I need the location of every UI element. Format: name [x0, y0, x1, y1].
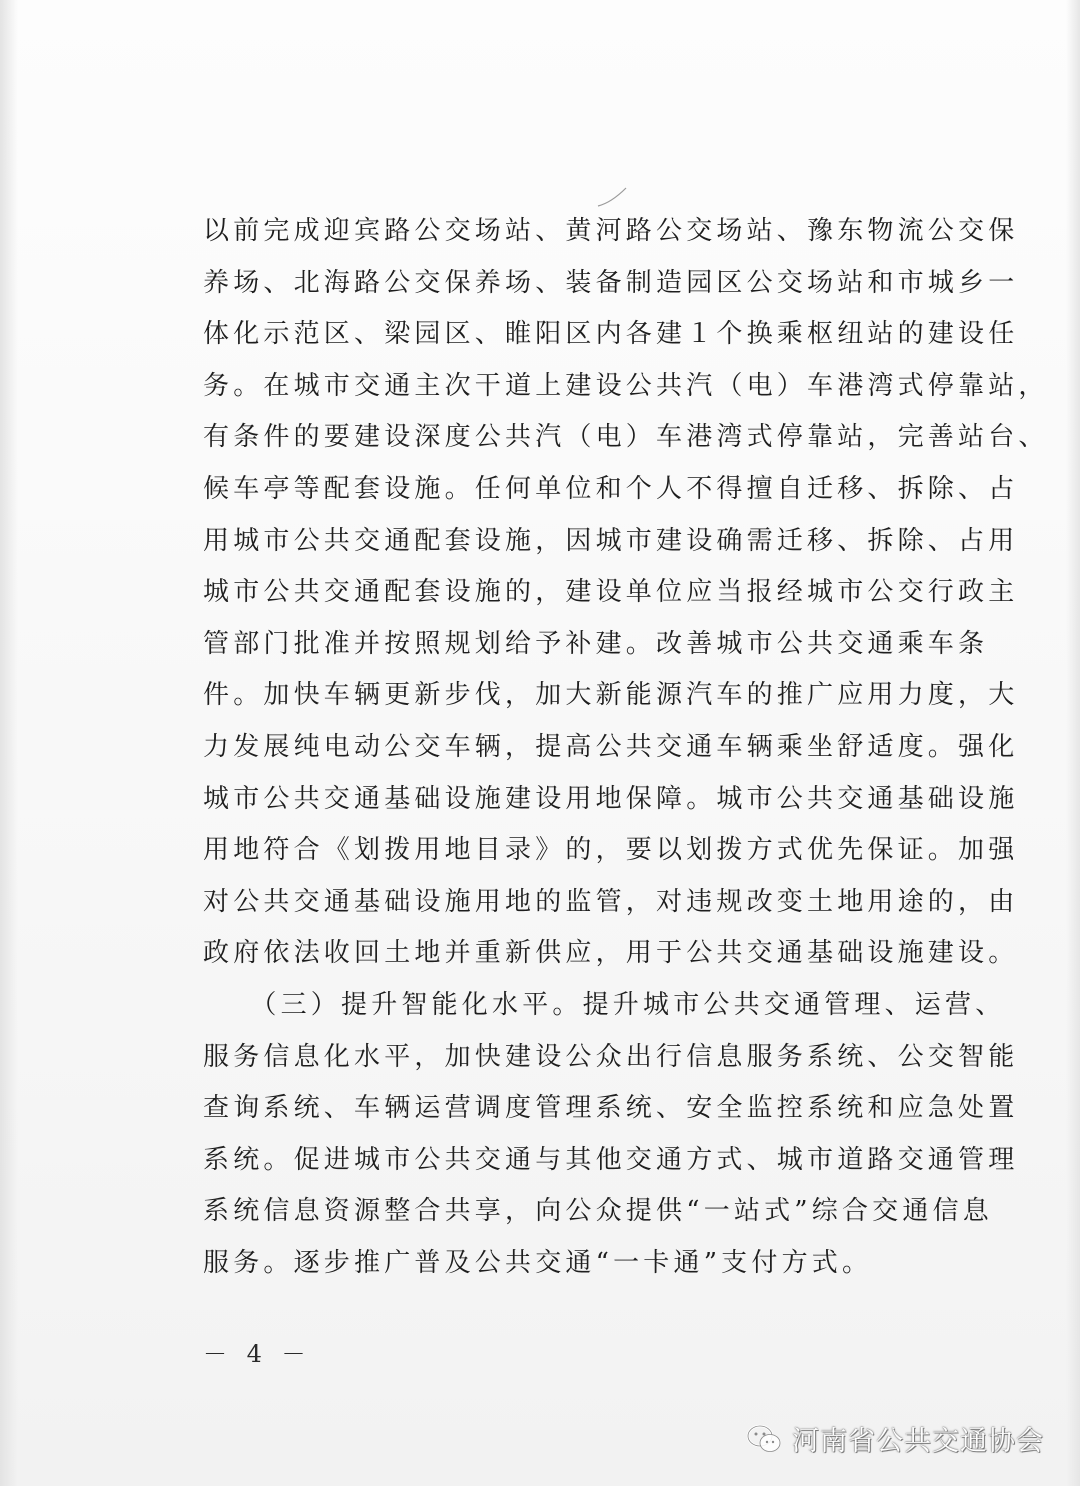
page-edge-left [0, 0, 18, 1486]
text-line: 以前完成迎宾路公交场站、黄河路公交场站、豫东物流公交保 [203, 216, 1019, 246]
text-line: 系统。促进城市公共交通与其他交通方式、城市道路交通管理 [203, 1144, 1019, 1175]
text-line: 城市公共交通基础设施建设用地保障。城市公共交通基础设施 [203, 783, 1019, 814]
text-line: 用城市公共交通配套设施，因城市建设确需迁移、拆除、占用 [203, 525, 1019, 556]
wechat-icon [746, 1423, 782, 1455]
text-line: 力发展纯电动公交车辆，提高公共交通车辆乘坐舒适度。强化 [203, 731, 1019, 762]
text-line: 管部门批准并按照规划给予补建。改善城市公共交通乘车条 [203, 628, 989, 659]
text-line: 城市公共交通配套设施的，建设单位应当报经城市公交行政主 [203, 577, 1019, 608]
watermark-text: 河南省公共交通协会 [792, 1426, 1044, 1457]
text-line: 养场、北海路公交保养场、装备制造园区公交场站和市城乡一 [203, 267, 1019, 298]
text-line: （三）提升智能化水平。提升城市公共交通管理、运营、 [203, 989, 1006, 1020]
text-line: 查询系统、车辆运营调度管理系统、安全监控系统和应急处置 [203, 1093, 1019, 1124]
text-line: 服务。逐步推广普及公共交通“一卡通”支付方式。 [203, 1247, 873, 1278]
text-line: 对公共交通基础设施用地的监管，对违规改变土地用途的，由 [203, 886, 1019, 917]
page-number: － 4 － [203, 1340, 312, 1368]
text-line: 件。加快车辆更新步伐，加大新能源汽车的推广应用力度，大 [203, 680, 1019, 711]
text-line: 有条件的要建设深度公共汽（电）车港湾式停靠站，完善站台、 [203, 422, 1049, 453]
text-line: 用地符合《划拨用地目录》的，要以划拨方式优先保证。加强 [203, 835, 1019, 866]
text-line: 服务信息化水平，加快建设公众出行信息服务系统、公交智能 [203, 1041, 1019, 1072]
text-line: 务。在城市交通主次干道上建设公共汽（电）车港湾式停靠站， [203, 370, 1049, 401]
body-text [203, 206, 1049, 1289]
text-line: 体化示范区、梁园区、睢阳区内各建１个换乘枢纽站的建设任 [203, 319, 1019, 350]
text-line: 候车亭等配套设施。任何单位和个人不得擅自迁移、拆除、占 [203, 473, 1019, 504]
watermark [746, 1419, 1044, 1458]
text-line: 系统信息资源整合共享，向公众提供“一站式”综合交通信息 [203, 1196, 993, 1227]
text-line: 政府依法收回土地并重新供应，用于公共交通基础设施建设。 [203, 938, 1019, 969]
page-edge-right [1066, 0, 1080, 1486]
